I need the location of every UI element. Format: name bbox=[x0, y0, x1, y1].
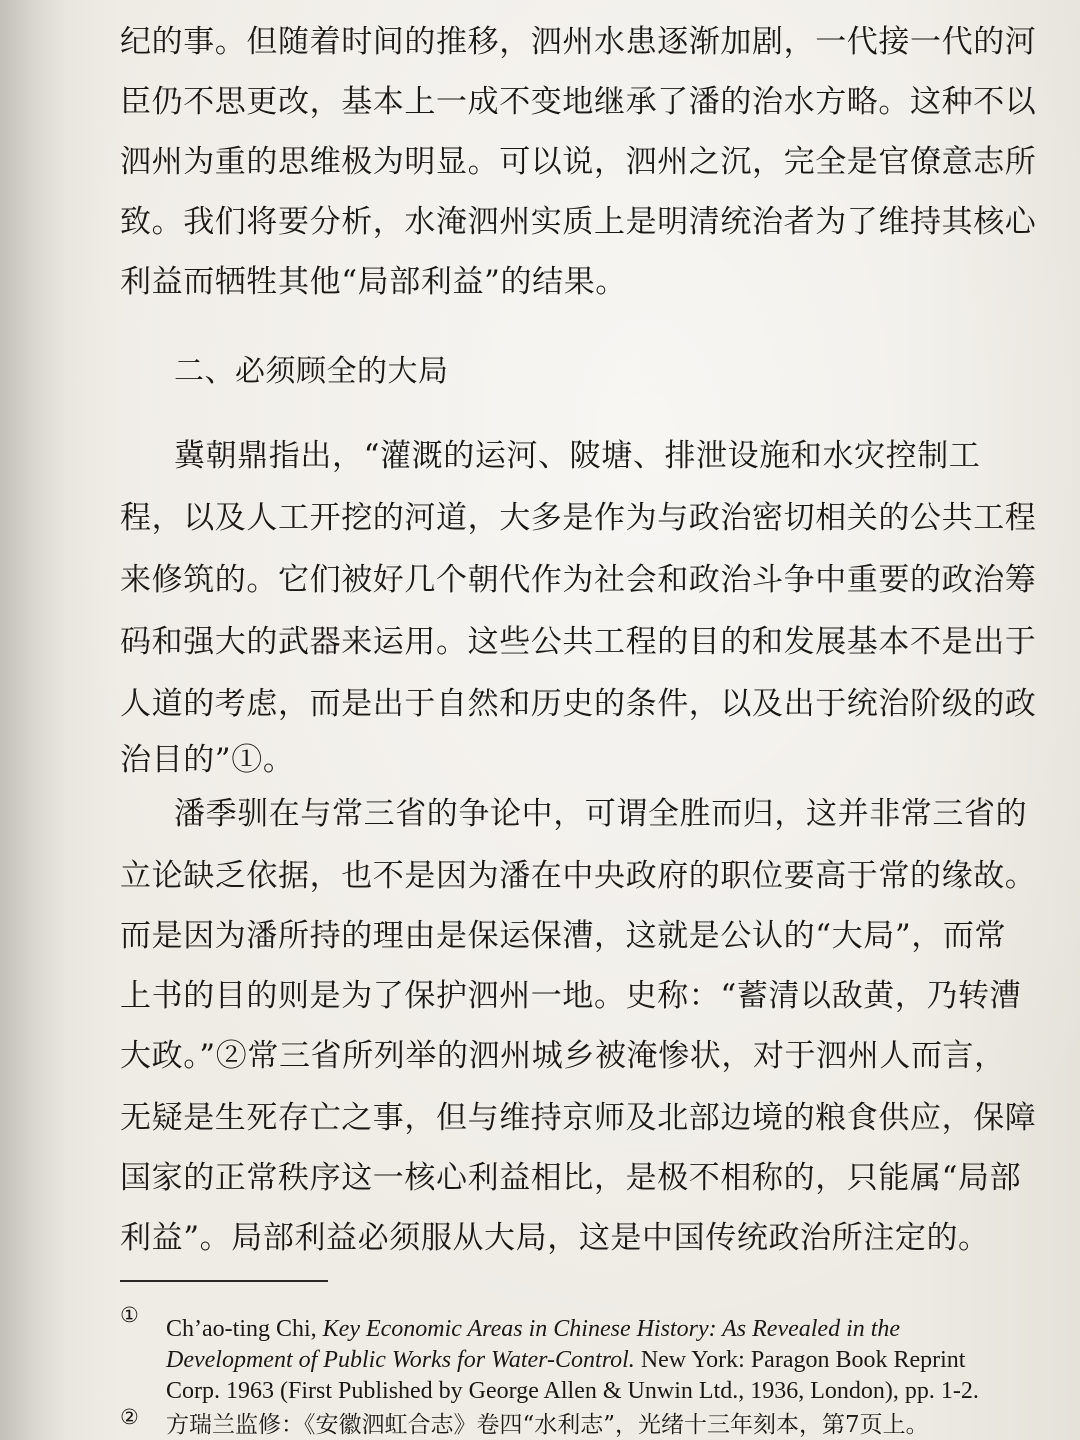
text-line: 致。我们将要分析，水淹泗州实质上是明清统治者为了维持其核心 bbox=[120, 204, 1037, 240]
footnote-publisher: New York: Paragon Book Reprint bbox=[634, 1347, 966, 1373]
text-line: 而是因为潘所持的理由是保运保漕，这就是公认的“大局”，而常 bbox=[120, 918, 1007, 954]
text-line: 上书的目的则是为了保护泗州一地。史称：“蓄清以敌黄，乃转漕 bbox=[120, 978, 1022, 1014]
text-line: 泗州为重的思维极为明显。可以说，泗州之沉，完全是官僚意志所 bbox=[120, 144, 1037, 180]
text-line: 无疑是生死存亡之事，但与维持京师及北部边境的粮食供应，保障 bbox=[120, 1100, 1037, 1136]
text-line: 利益而牺牲其他“局部利益”的结果。 bbox=[120, 264, 627, 300]
footnote-line: 方瑞兰监修：《安徽泗虹合志》卷四“水利志”，光绪十三年刻本，第7页上。 bbox=[166, 1412, 929, 1438]
footnote-line bbox=[166, 1314, 900, 1344]
footnote-title: Development of Public Works for Water-Control. bbox=[166, 1347, 635, 1373]
text-line: 治目的”①。 bbox=[120, 742, 295, 778]
text-line: 利益”。局部利益必须服从大局，这是中国传统政治所注定的。 bbox=[120, 1220, 990, 1256]
text-line: 来修筑的。它们被好几个朝代作为社会和政治斗争中重要的政治筹 bbox=[120, 562, 1037, 598]
footnote-marker: ① bbox=[120, 1303, 139, 1327]
text-line: 纪的事。但随着时间的推移，泗州水患逐渐加剧，一代接一代的河 bbox=[120, 24, 1037, 60]
text-line: 立论缺乏依据，也不是因为潘在中央政府的职位要高于常的缘故。 bbox=[120, 858, 1037, 894]
footnote-author: Ch’ao-ting Chi, bbox=[166, 1316, 323, 1342]
text-line: 潘季驯在与常三省的争论中，可谓全胜而归，这并非常三省的 bbox=[174, 796, 1028, 832]
footnote-line bbox=[166, 1345, 965, 1375]
text-line: 码和强大的武器来运用。这些公共工程的目的和发展基本不是出于 bbox=[120, 624, 1037, 660]
footnote-marker: ② bbox=[120, 1405, 139, 1429]
text-line: 大政。”②常三省所列举的泗州城乡被淹惨状，对于泗州人而言， bbox=[120, 1038, 1006, 1074]
section-heading: 二、必须顾全的大局 bbox=[174, 354, 449, 389]
text-line: 臣仍不思更改，基本上一成不变地继承了潘的治水方略。这种不以 bbox=[120, 84, 1037, 120]
footnote-line: Corp. 1963 (First Published by George Allen & Unwin Ltd., 1936, London), pp. 1-2. bbox=[166, 1378, 979, 1404]
footnote-title: Key Economic Areas in Chinese History: As Revealed in the bbox=[322, 1316, 901, 1342]
text-line: 人道的考虑，而是出于自然和历史的条件，以及出于统治阶级的政 bbox=[120, 686, 1037, 722]
footnote-divider bbox=[120, 1280, 328, 1282]
text-line: 国家的正常秩序这一核心利益相比，是极不相称的，只能属“局部 bbox=[120, 1160, 1022, 1196]
text-line: 冀朝鼎指出，“灌溉的运河、陂塘、排泄设施和水灾控制工 bbox=[174, 438, 981, 474]
text-line: 程，以及人工开挖的河道，大多是作为与政治密切相关的公共工程 bbox=[120, 500, 1037, 536]
